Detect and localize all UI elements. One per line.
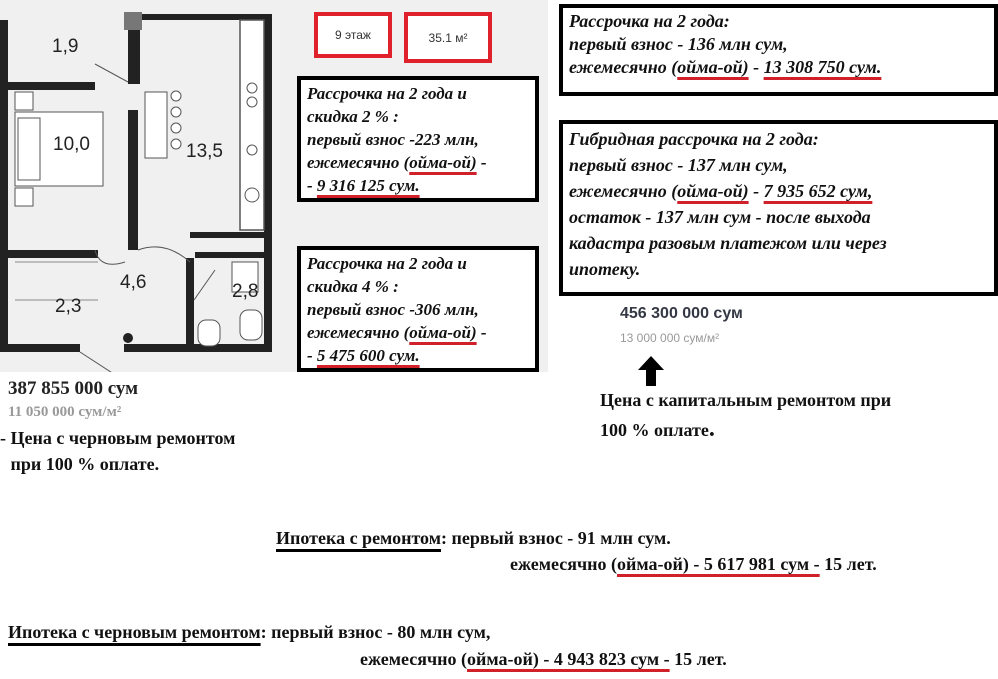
hybrid-line3 (569, 178, 988, 204)
hybrid-line6: ипотеку. (569, 259, 641, 279)
hybrid-line4: остаток - 137 млн сум - после выхода (569, 207, 871, 227)
installment-4pct-currency: ойма-ой) (409, 323, 477, 342)
installment-plain-line1: Рассрочка на 2 года: (569, 11, 730, 31)
installment-4pct-monthly-label: ежемесячно ( (307, 323, 410, 342)
price-rough-note-line2: при 100 % оплате. (6, 454, 160, 474)
installment-plain-monthly-amount: 13 308 750 сум. (763, 57, 882, 77)
hybrid-monthly-label: ежемесячно ( (569, 181, 678, 201)
installment-plain-monthly-label: ежемесячно ( (569, 57, 678, 77)
installment-4pct-dash: - (476, 323, 487, 342)
hybrid-line1: Гибридная рассрочка на 2 года: (569, 129, 819, 149)
installment-4pct-line3: первый взнос -306 млн, (307, 300, 479, 319)
installment-2pct-line5 (307, 174, 529, 197)
room-balcony-area: 1,9 (52, 36, 79, 57)
price-rough-per-m2: 11 050 000 сум/м² (8, 404, 122, 420)
installment-4pct-line5 (307, 344, 529, 367)
area-badge-text: 35.1 м² (428, 30, 468, 45)
area-badge (404, 12, 492, 63)
installment-4pct-line4 (307, 321, 529, 344)
installment-4pct-line1: Рассрочка на 2 года и (307, 254, 467, 273)
mortgage-rough-monthly-label: ежемесячно ( (360, 649, 468, 669)
floor-badge-text: 9 этаж (335, 28, 371, 42)
price-rough-note-line1: - Цена с черновым ремонтом (0, 428, 236, 448)
mortgage-rough-monthly-amount: ойма-ой) - 4 943 823 сум - (467, 649, 670, 669)
price-rough-total: 387 855 000 сум (8, 378, 139, 399)
price-renovated-note-line1: Цена с капитальным ремонтом при (600, 390, 892, 410)
hybrid-dash: - (748, 181, 764, 201)
room-bathroom-area: 2,8 (232, 281, 259, 302)
price-renovated-total: 456 300 000 сум (620, 305, 743, 322)
floor-badge (314, 12, 392, 58)
installment-2pct-line1: Рассрочка на 2 года и (307, 84, 467, 103)
installment-2pct-line4 (307, 151, 529, 174)
price-renovated-note-text: 100 % оплате (600, 420, 709, 440)
installment-2pct-monthly-label: ежемесячно ( (307, 153, 410, 172)
installment-plain-box (559, 4, 998, 96)
installment-2pct-currency: ойма-ой) (409, 153, 477, 172)
installment-2pct-dash2: - (307, 176, 317, 195)
mortgage-renovated-line1 (276, 528, 671, 549)
hybrid-installment-box (559, 120, 998, 296)
installment-2pct-dash: - (476, 153, 487, 172)
mortgage-rough-line1 (8, 622, 490, 643)
mortgage-rough-term: 15 лет. (669, 649, 727, 669)
installment-2pct-line2: скидка 2 % : (307, 107, 399, 126)
mortgage-renovated-down-payment: : первый взнос - 91 млн сум. (440, 528, 671, 548)
mortgage-renovated-monthly-amount: ойма-ой) - 5 617 981 сум - (617, 554, 820, 574)
mortgage-renovated-title: Ипотека с ремонтом (276, 528, 441, 548)
room-kitchen-area: 13,5 (186, 141, 223, 162)
hybrid-monthly-amount: 7 935 652 сум, (763, 181, 873, 201)
up-arrow-icon (638, 356, 664, 386)
room-hall-area: 4,6 (120, 272, 147, 293)
mortgage-renovated-term: 15 лет. (819, 554, 877, 574)
hybrid-currency: ойма-ой) (677, 181, 749, 201)
installment-2pct-box (297, 76, 539, 202)
mortgage-rough-down-payment: : первый взнос - 80 млн сум, (260, 622, 491, 642)
installment-2pct-monthly-amount: 9 316 125 сум. (316, 176, 420, 195)
installment-plain-line3 (569, 56, 988, 79)
mortgage-rough-title: Ипотека с черновым ремонтом (8, 622, 261, 642)
hybrid-line2: первый взнос - 137 млн сум, (569, 155, 788, 175)
installment-plain-dash: - (748, 57, 764, 77)
installment-4pct-line2: скидка 4 % : (307, 277, 399, 296)
installment-4pct-dash2: - (307, 346, 317, 365)
installment-4pct-box (297, 246, 539, 372)
installment-plain-line2: первый взнос - 136 млн сум, (569, 34, 788, 54)
mortgage-renovated-monthly-label: ежемесячно ( (510, 554, 618, 574)
price-renovated-per-m2: 13 000 000 сум/м² (620, 331, 720, 345)
installment-4pct-monthly-amount: 5 475 600 сум. (316, 346, 420, 365)
room-bedroom-area: 10,0 (53, 134, 90, 155)
price-renovated-note-dot: . (708, 416, 715, 442)
room-wardrobe-area: 2,3 (55, 296, 82, 317)
installment-plain-currency: ойма-ой) (677, 57, 749, 77)
price-renovated-note-line2 (600, 416, 715, 443)
mortgage-renovated-line2 (510, 554, 877, 575)
hybrid-line5: кадастра разовым платежом или через (569, 233, 887, 253)
mortgage-rough-line2 (360, 649, 727, 670)
installment-2pct-line3: первый взнос -223 млн, (307, 130, 479, 149)
